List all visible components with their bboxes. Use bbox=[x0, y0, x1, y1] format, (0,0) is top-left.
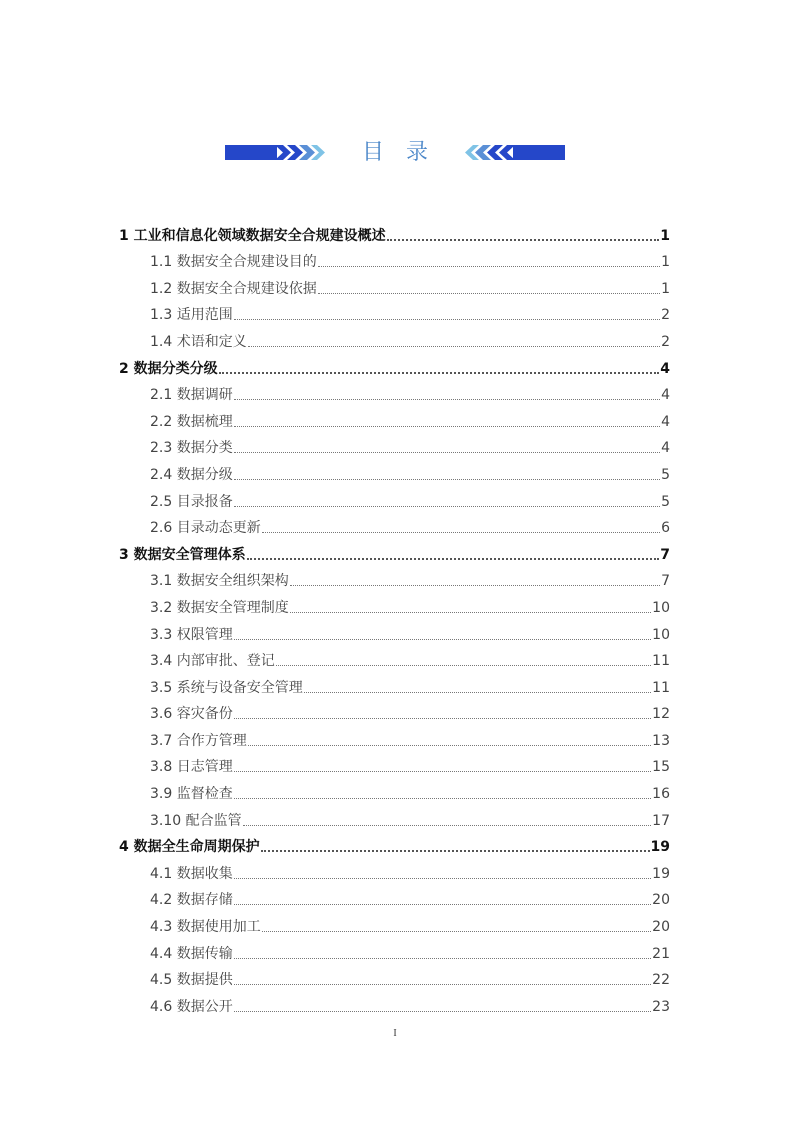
toc-entry-label: 2.1 数据调研 bbox=[150, 387, 233, 404]
toc-entry-page: 16 bbox=[652, 786, 670, 803]
toc-entry-label: 3.3 权限管理 bbox=[150, 626, 233, 643]
toc-section-entry[interactable] bbox=[119, 911, 670, 938]
toc-entry-page: 7 bbox=[660, 546, 670, 563]
toc-entry-label: 1 工业和信息化领域数据安全合规建设概述 bbox=[119, 227, 386, 244]
dot-leader bbox=[219, 372, 660, 374]
toc-entry-page: 11 bbox=[652, 653, 670, 670]
dot-leader bbox=[234, 639, 651, 640]
toc-entry-label: 4 数据全生命周期保护 bbox=[119, 839, 260, 856]
toc-entry-page: 12 bbox=[652, 706, 670, 723]
toc-entry-page: 13 bbox=[652, 732, 670, 749]
toc-chapter-entry[interactable] bbox=[119, 539, 670, 566]
toc-entry-label: 2.6 目录动态更新 bbox=[150, 520, 261, 537]
toc-entry-page: 4 bbox=[661, 440, 670, 457]
dot-leader bbox=[248, 745, 651, 746]
toc-section-entry[interactable] bbox=[119, 646, 670, 673]
toc-chapter-entry[interactable] bbox=[119, 832, 670, 859]
toc-entry-page: 2 bbox=[661, 307, 670, 324]
dot-leader bbox=[234, 452, 660, 453]
toc-entry-label: 4.5 数据提供 bbox=[150, 972, 233, 989]
page-title: 目录 bbox=[361, 140, 450, 165]
toc-entry-page: 20 bbox=[652, 892, 670, 909]
toc-entry-label: 3 数据安全管理体系 bbox=[119, 546, 246, 563]
toc-entry-label: 1.2 数据安全合规建设依据 bbox=[150, 280, 317, 297]
toc-entry-label: 2.2 数据梳理 bbox=[150, 413, 233, 430]
toc-entry-page: 4 bbox=[661, 413, 670, 430]
toc-entry-label: 3.5 系统与设备安全管理 bbox=[150, 679, 303, 696]
toc-entry-label: 4.1 数据收集 bbox=[150, 865, 233, 882]
toc-entry-label: 3.6 容灾备份 bbox=[150, 706, 233, 723]
dot-leader bbox=[318, 266, 660, 267]
toc-entry-label: 2 数据分类分级 bbox=[119, 360, 218, 377]
dot-leader bbox=[304, 692, 651, 693]
dot-leader bbox=[234, 984, 651, 985]
toc-entry-label: 3.2 数据安全管理制度 bbox=[150, 599, 289, 616]
toc-section-entry[interactable] bbox=[119, 566, 670, 593]
toc-section-entry[interactable] bbox=[119, 805, 670, 832]
dot-leader bbox=[276, 665, 651, 666]
dot-leader bbox=[262, 532, 660, 533]
toc-section-entry[interactable] bbox=[119, 858, 670, 885]
toc-section-entry[interactable] bbox=[119, 938, 670, 965]
toc-entry-label: 1.1 数据安全合规建设目的 bbox=[150, 254, 317, 271]
toc-entry-page: 5 bbox=[661, 493, 670, 510]
dot-leader bbox=[234, 771, 651, 772]
toc-entry-label: 4.3 数据使用加工 bbox=[150, 919, 261, 936]
toc-section-entry[interactable] bbox=[119, 406, 670, 433]
toc-entry-page: 1 bbox=[661, 254, 670, 271]
toc-entry-label: 3.9 监督检查 bbox=[150, 786, 233, 803]
toc-entry-label: 4.2 数据存储 bbox=[150, 892, 233, 909]
toc-entry-label: 2.5 目录报备 bbox=[150, 493, 233, 510]
toc-entry-page: 21 bbox=[652, 945, 670, 962]
toc-entry-label: 2.4 数据分级 bbox=[150, 466, 233, 483]
toc-entry-label: 4.6 数据公开 bbox=[150, 998, 233, 1015]
toc-entry-page: 4 bbox=[660, 360, 670, 377]
dot-leader bbox=[290, 585, 660, 586]
dot-leader bbox=[234, 878, 651, 879]
toc-entry-page: 1 bbox=[661, 280, 670, 297]
dot-leader bbox=[318, 293, 660, 294]
toc-section-entry[interactable] bbox=[119, 486, 670, 513]
toc-section-entry[interactable] bbox=[119, 592, 670, 619]
toc-entry-label: 1.4 术语和定义 bbox=[150, 333, 247, 350]
dot-leader bbox=[261, 850, 650, 852]
toc-section-entry[interactable] bbox=[119, 778, 670, 805]
toc-entry-page: 17 bbox=[652, 812, 670, 829]
toc-section-entry[interactable] bbox=[119, 991, 670, 1018]
dot-leader bbox=[234, 1011, 651, 1012]
toc-section-entry[interactable] bbox=[119, 273, 670, 300]
dot-leader bbox=[262, 931, 651, 932]
toc-chapter-entry[interactable] bbox=[119, 353, 670, 380]
dot-leader bbox=[234, 506, 660, 507]
dot-leader bbox=[234, 718, 651, 719]
toc-entry-page: 22 bbox=[652, 972, 670, 989]
toc-section-entry[interactable] bbox=[119, 300, 670, 327]
toc-entry-label: 4.4 数据传输 bbox=[150, 945, 233, 962]
toc-section-entry[interactable] bbox=[119, 699, 670, 726]
toc-entry-page: 10 bbox=[652, 599, 670, 616]
toc-section-entry[interactable] bbox=[119, 326, 670, 353]
toc-entry-label: 1.3 适用范围 bbox=[150, 307, 233, 324]
toc-entry-page: 1 bbox=[660, 227, 670, 244]
toc-entry-label: 3.8 日志管理 bbox=[150, 759, 233, 776]
toc-entry-page: 7 bbox=[661, 573, 670, 590]
toc-entry-page: 10 bbox=[652, 626, 670, 643]
toc-entry-page: 19 bbox=[650, 839, 670, 856]
page-number: I bbox=[393, 1028, 397, 1039]
toc-entry-page: 23 bbox=[652, 998, 670, 1015]
toc-entry-label: 3.4 内部审批、登记 bbox=[150, 653, 275, 670]
toc-section-entry[interactable] bbox=[119, 459, 670, 486]
dot-leader bbox=[248, 346, 660, 347]
dot-leader bbox=[234, 904, 651, 905]
table-of-contents bbox=[119, 220, 670, 1018]
dot-leader bbox=[234, 958, 651, 959]
toc-section-entry[interactable] bbox=[119, 619, 670, 646]
dot-leader bbox=[243, 825, 652, 826]
toc-entry-page: 2 bbox=[661, 333, 670, 350]
toc-entry-page: 15 bbox=[652, 759, 670, 776]
toc-section-entry[interactable] bbox=[119, 725, 670, 752]
dot-leader bbox=[234, 319, 660, 320]
toc-entry-label: 3.1 数据安全组织架构 bbox=[150, 573, 289, 590]
dot-leader bbox=[234, 426, 660, 427]
dot-leader bbox=[387, 239, 660, 241]
toc-entry-page: 5 bbox=[661, 466, 670, 483]
dot-leader bbox=[234, 399, 660, 400]
toc-title-banner bbox=[225, 138, 565, 168]
toc-section-entry[interactable] bbox=[119, 247, 670, 274]
toc-entry-label: 3.7 合作方管理 bbox=[150, 732, 247, 749]
toc-entry-page: 4 bbox=[661, 387, 670, 404]
dot-leader bbox=[247, 558, 660, 560]
toc-entry-page: 6 bbox=[661, 520, 670, 537]
toc-entry-page: 20 bbox=[652, 919, 670, 936]
toc-entry-page: 11 bbox=[652, 679, 670, 696]
toc-section-entry[interactable] bbox=[119, 380, 670, 407]
toc-entry-label: 2.3 数据分类 bbox=[150, 440, 233, 457]
toc-section-entry[interactable] bbox=[119, 513, 670, 540]
toc-chapter-entry[interactable] bbox=[119, 220, 670, 247]
dot-leader bbox=[234, 798, 651, 799]
toc-section-entry[interactable] bbox=[119, 752, 670, 779]
dot-leader bbox=[290, 612, 651, 613]
toc-section-entry[interactable] bbox=[119, 885, 670, 912]
toc-section-entry[interactable] bbox=[119, 433, 670, 460]
toc-section-entry[interactable] bbox=[119, 672, 670, 699]
toc-entry-label: 3.10 配合监管 bbox=[150, 812, 242, 829]
dot-leader bbox=[234, 479, 660, 480]
toc-entry-page: 19 bbox=[652, 865, 670, 882]
toc-section-entry[interactable] bbox=[119, 965, 670, 992]
